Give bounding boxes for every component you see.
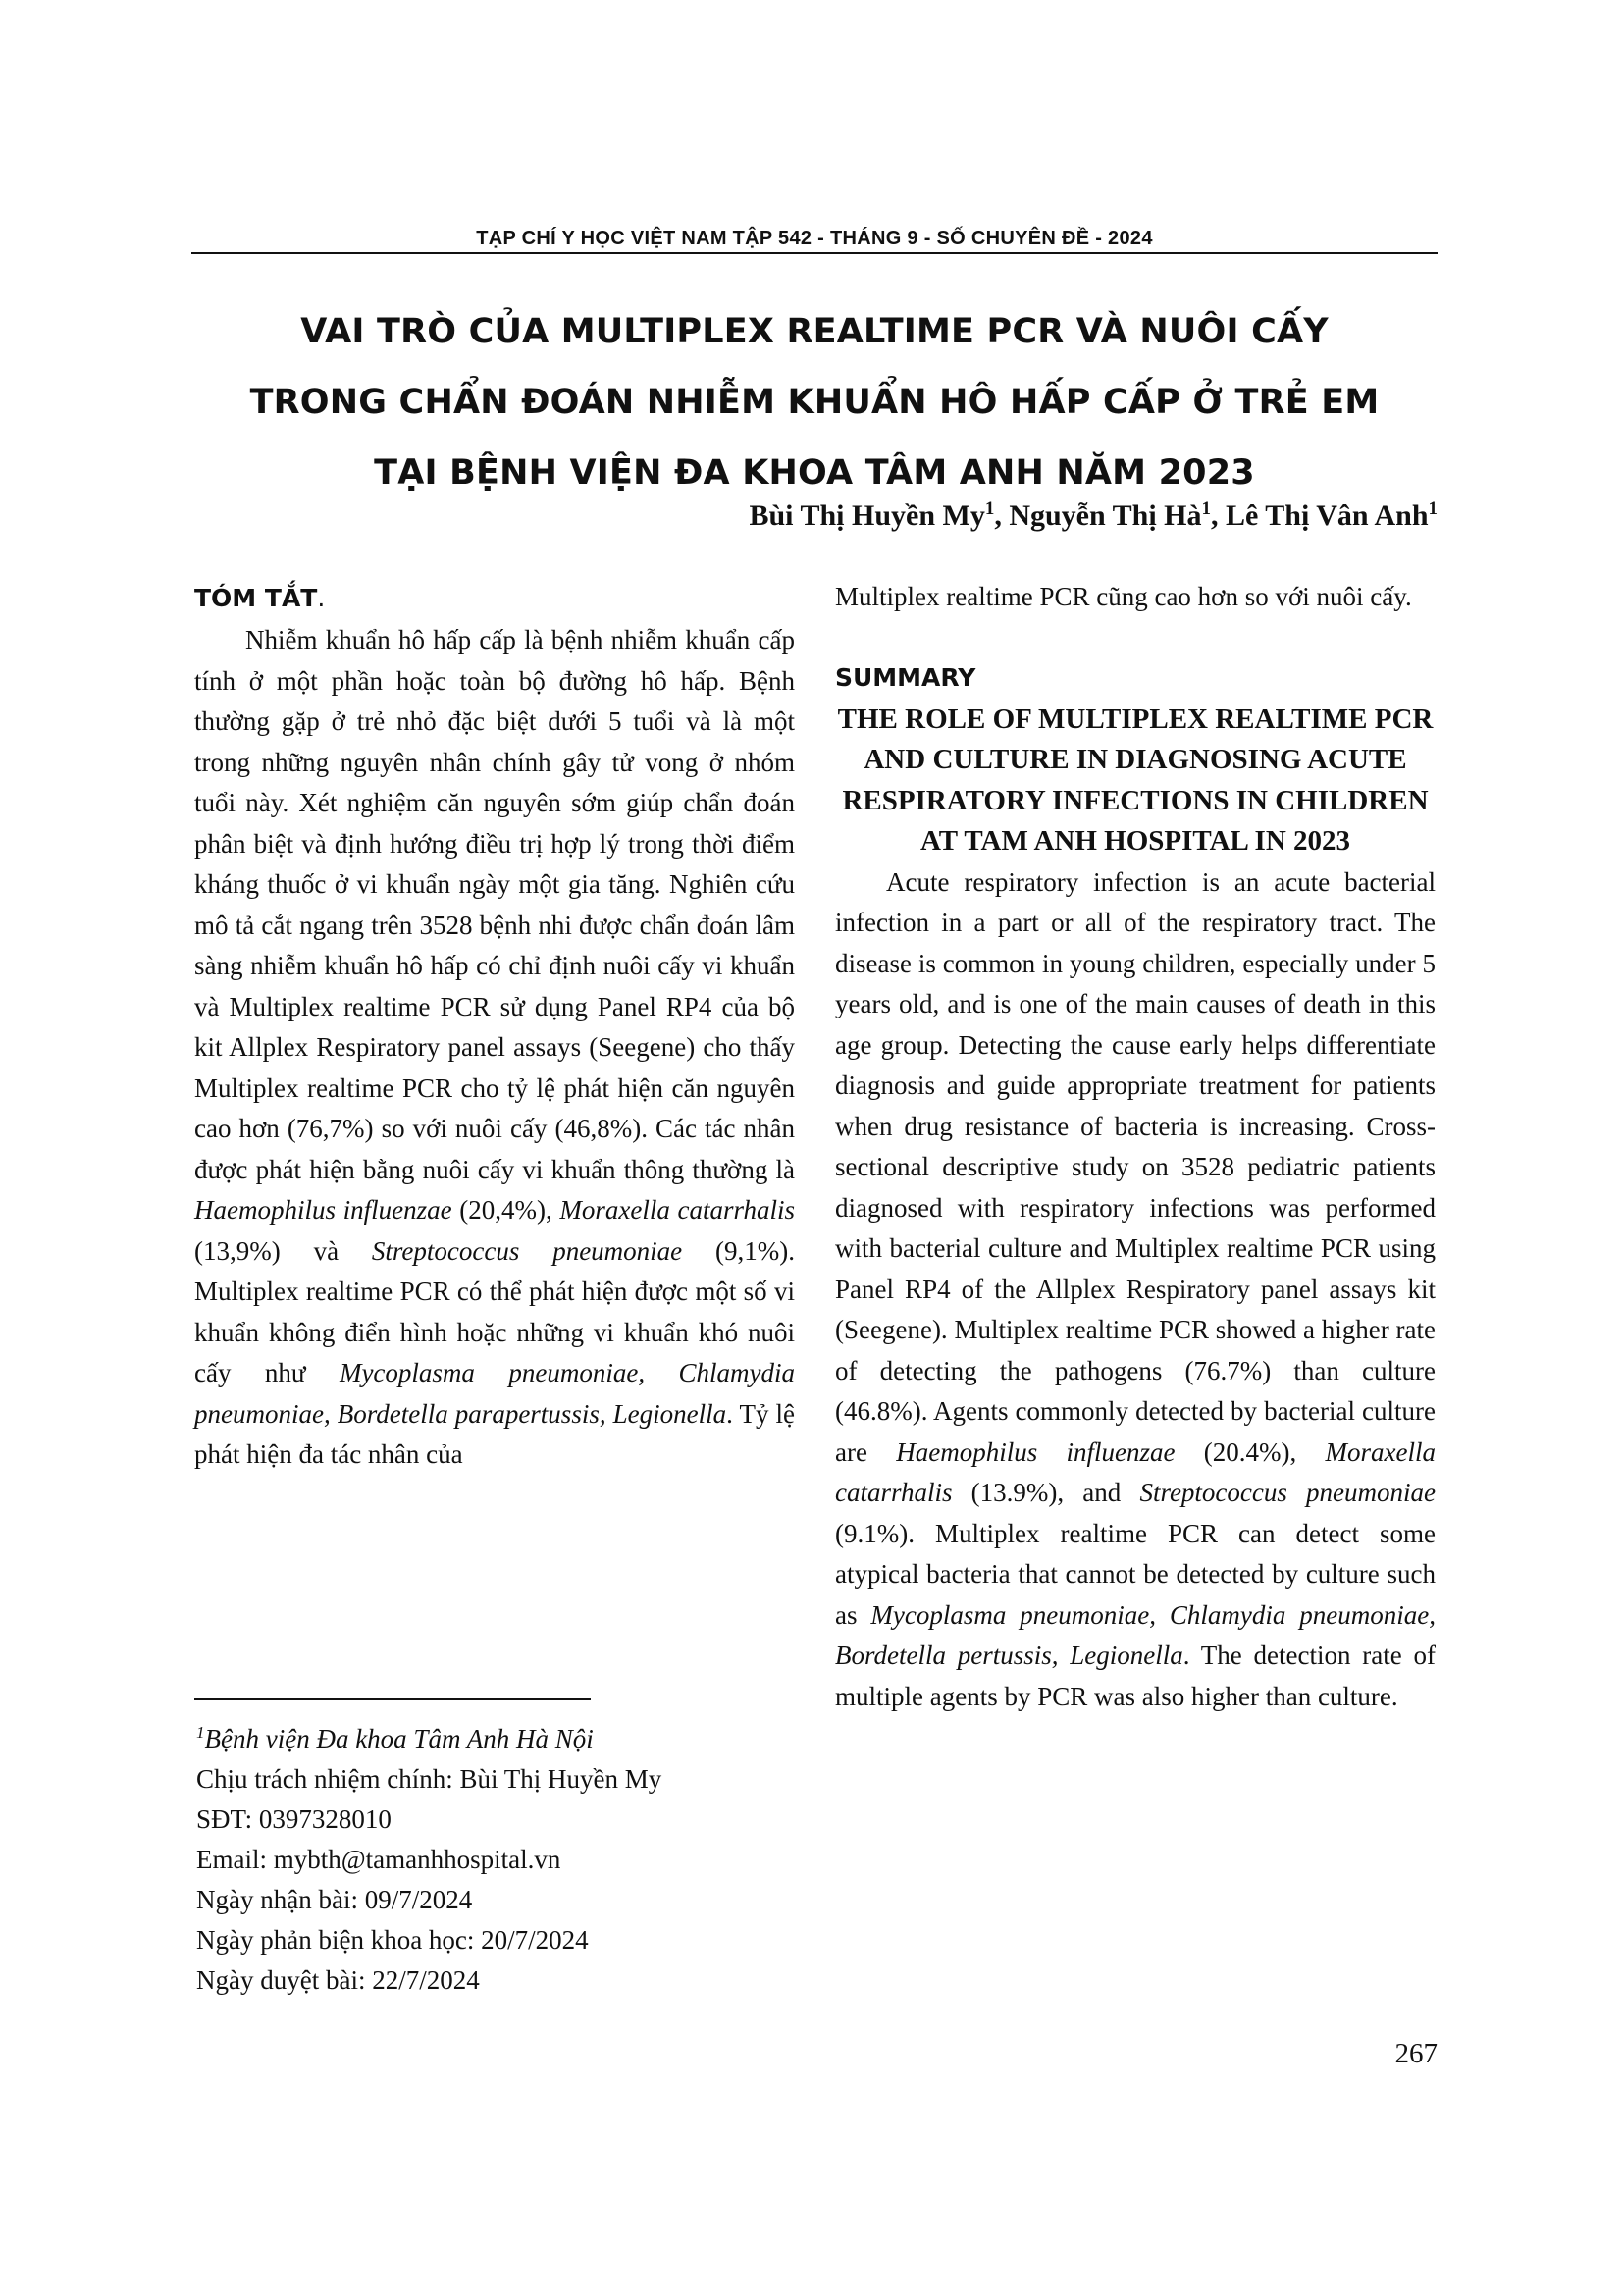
text-run: Acute respiratory infection is an acute bacterial infection in a part or all of the respiratory tract. The disease is common in young children, especially under 5 years old, and is one of the main causes of death in this age group. Detecting the cause early helps differentiate diagnosis and guide appropriate treatment for patients when drug resistance of bacteria is increasing. Cross-sectional descriptive study on 3528 pediatric patients diagnosed with respiratory infections was performed with bacterial culture and Multiplex realtime PCR using Panel RP4 of the Allplex Respiratory panel assays kit (Seegene). Multiplex realtime PCR showed a higher rate of detecting the pathogens (76.7%) than culture (46.8%). Agents commonly detected by bacterial culture are — [835, 866, 1436, 1467]
affiliation-superscript: 1 — [1201, 498, 1211, 519]
organism-name: Haemophilus influenzae — [194, 1195, 452, 1225]
en-abstract-paragraph — [835, 862, 1436, 1718]
title-line-3: TẠI BỆNH VIỆN ĐA KHOA TÂM ANH NĂM 2023 — [374, 453, 1255, 493]
organism-name: Moraxella catarrhalis — [835, 1436, 1436, 1507]
author-separator: , — [1211, 499, 1226, 532]
organism-name: Streptococcus pneumoniae — [1139, 1478, 1437, 1507]
footnotes — [196, 1712, 797, 2001]
affiliation-superscript: 1 — [984, 498, 995, 519]
affiliation-text: Bệnh viện Đa khoa Tâm Anh Hà Nội — [204, 1724, 594, 1753]
text-run: (20.4%), — [1175, 1436, 1326, 1467]
vi-abstract-paragraph — [194, 620, 795, 1476]
organism-name: Streptococcus pneumoniae — [371, 1235, 683, 1266]
right-column — [835, 577, 1436, 1717]
text-run: (13.9%), and — [952, 1478, 1140, 1507]
organism-name: Moraxella catarrhalis — [559, 1195, 795, 1225]
vi-abstract-heading-dot: . — [317, 584, 326, 612]
footnote-accepted-date: Ngày duyệt bài: 22/7/2024 — [196, 1965, 480, 1995]
organism-name: Haemophilus influenzae — [896, 1436, 1176, 1467]
page-number: 267 — [1394, 2038, 1438, 2069]
footnote-corresponding-author: Chịu trách nhiệm chính: Bùi Thị Huyền My — [196, 1764, 662, 1794]
footnote-divider — [194, 1698, 591, 1700]
text-run: . The detection rate of multiple agents by PCR was also higher than culture. — [835, 1641, 1436, 1711]
vi-abstract-heading-text: TÓM TẮT — [194, 584, 318, 612]
vi-abstract-heading — [194, 577, 795, 620]
journal-running-header: TẠP CHÍ Y HỌC VIỆT NAM TẬP 542 - THÁNG 9 - SỐ CHUYÊN ĐỀ - 2024 — [476, 228, 1153, 249]
author-name: Nguyễn Thị Hà — [1009, 499, 1202, 532]
author-list — [749, 498, 1438, 533]
text-run: (20,4%), — [451, 1195, 560, 1225]
author-name: Bùi Thị Huyền My — [749, 499, 985, 532]
organism-name: Mycoplasma pneumoniae, Chlamydia pneumoniae, Bordetella parapertussis, Legionella — [194, 1358, 795, 1429]
text-run: (9.1%). Multiplex realtime PCR can detect some atypical bacteria that cannot be detected by culture such as — [835, 1518, 1436, 1630]
author-separator: , — [994, 499, 1010, 532]
english-title: THE ROLE OF MULTIPLEX REALTIME PCR AND CULTURE IN DIAGNOSING ACUTE RESPIRATORY INFECTIONS IN CHILDREN AT TAM ANH HOSPITAL IN 2023 — [837, 703, 1434, 857]
organism-name: Mycoplasma pneumoniae, Chlamydia pneumoniae, Bordetella pertussis, Legionella — [835, 1599, 1436, 1670]
footnote-review-date: Ngày phản biện khoa học: 20/7/2024 — [196, 1925, 589, 1955]
text-run: (13,9%) và — [194, 1235, 372, 1266]
summary-heading: SUMMARY — [835, 662, 976, 692]
author-name: Lê Thị Vân Anh — [1226, 499, 1429, 532]
footnote-affiliation — [196, 1712, 797, 1759]
text-run: Nhiễm khuẩn hô hấp cấp là bệnh nhiễm khuẩn cấp tính ở một phần hoặc toàn bộ đường hô hấp. Bệnh thường gặp ở trẻ nhỏ đặc biệt dưới 5 tuổi và là một trong những nguyên nhân chính gây tử vong ở nhóm tuổi này. Xét nghiệm căn nguyên sớm giúp chẩn đoán phân biệt và định hướng điều trị hợp lý trong thời điểm kháng thuốc ở vi khuẩn ngày một gia tăng. Nghiên cứu mô tả cắt ngang trên 3528 bệnh nhi được chẩn đoán lâm sàng nhiễm khuẩn hô hấp có chỉ định nuôi cấy vi khuẩn và Multiplex realtime PCR sử dụng Panel RP4 của bộ kit Allplex Respiratory panel assays (Seegene) cho thấy Multiplex realtime PCR cho tỷ lệ phát hiện căn nguyên cao hơn (76,7%) so với nuôi cấy (46,8%). Các tác nhân được phát hiện bằng nuôi cấy vi khuẩn thông thường là — [194, 625, 795, 1184]
text-run: (9,1%). Multiplex realtime PCR có thể phát hiện được một số vi khuẩn không điển hình hoặc những vi khuẩn khó nuôi cấy như — [194, 1235, 795, 1387]
title-line-2: TRONG CHẨN ĐOÁN NHIỄM KHUẨN HÔ HẤP CẤP Ở TRẺ EM — [249, 383, 1380, 422]
header-divider — [191, 252, 1438, 254]
affiliation-superscript: 1 — [196, 1723, 205, 1742]
footnote-email: Email: mybth@tamanhhospital.vn — [196, 1845, 561, 1874]
left-column — [194, 577, 795, 1476]
footnote-received-date: Ngày nhận bài: 09/7/2024 — [196, 1885, 473, 1914]
title-line-1: VAI TRÒ CỦA MULTIPLEX REALTIME PCR VÀ NUÔI CẤY — [300, 312, 1329, 351]
article-title — [191, 296, 1438, 508]
affiliation-superscript: 1 — [1428, 498, 1438, 519]
footnote-phone: SĐT: 0397328010 — [196, 1804, 392, 1834]
vi-abstract-continuation: Multiplex realtime PCR cũng cao hơn so với nuôi cấy. — [835, 582, 1412, 611]
text-run: . Tỷ lệ phát hiện đa tác nhân của — [194, 1398, 795, 1469]
